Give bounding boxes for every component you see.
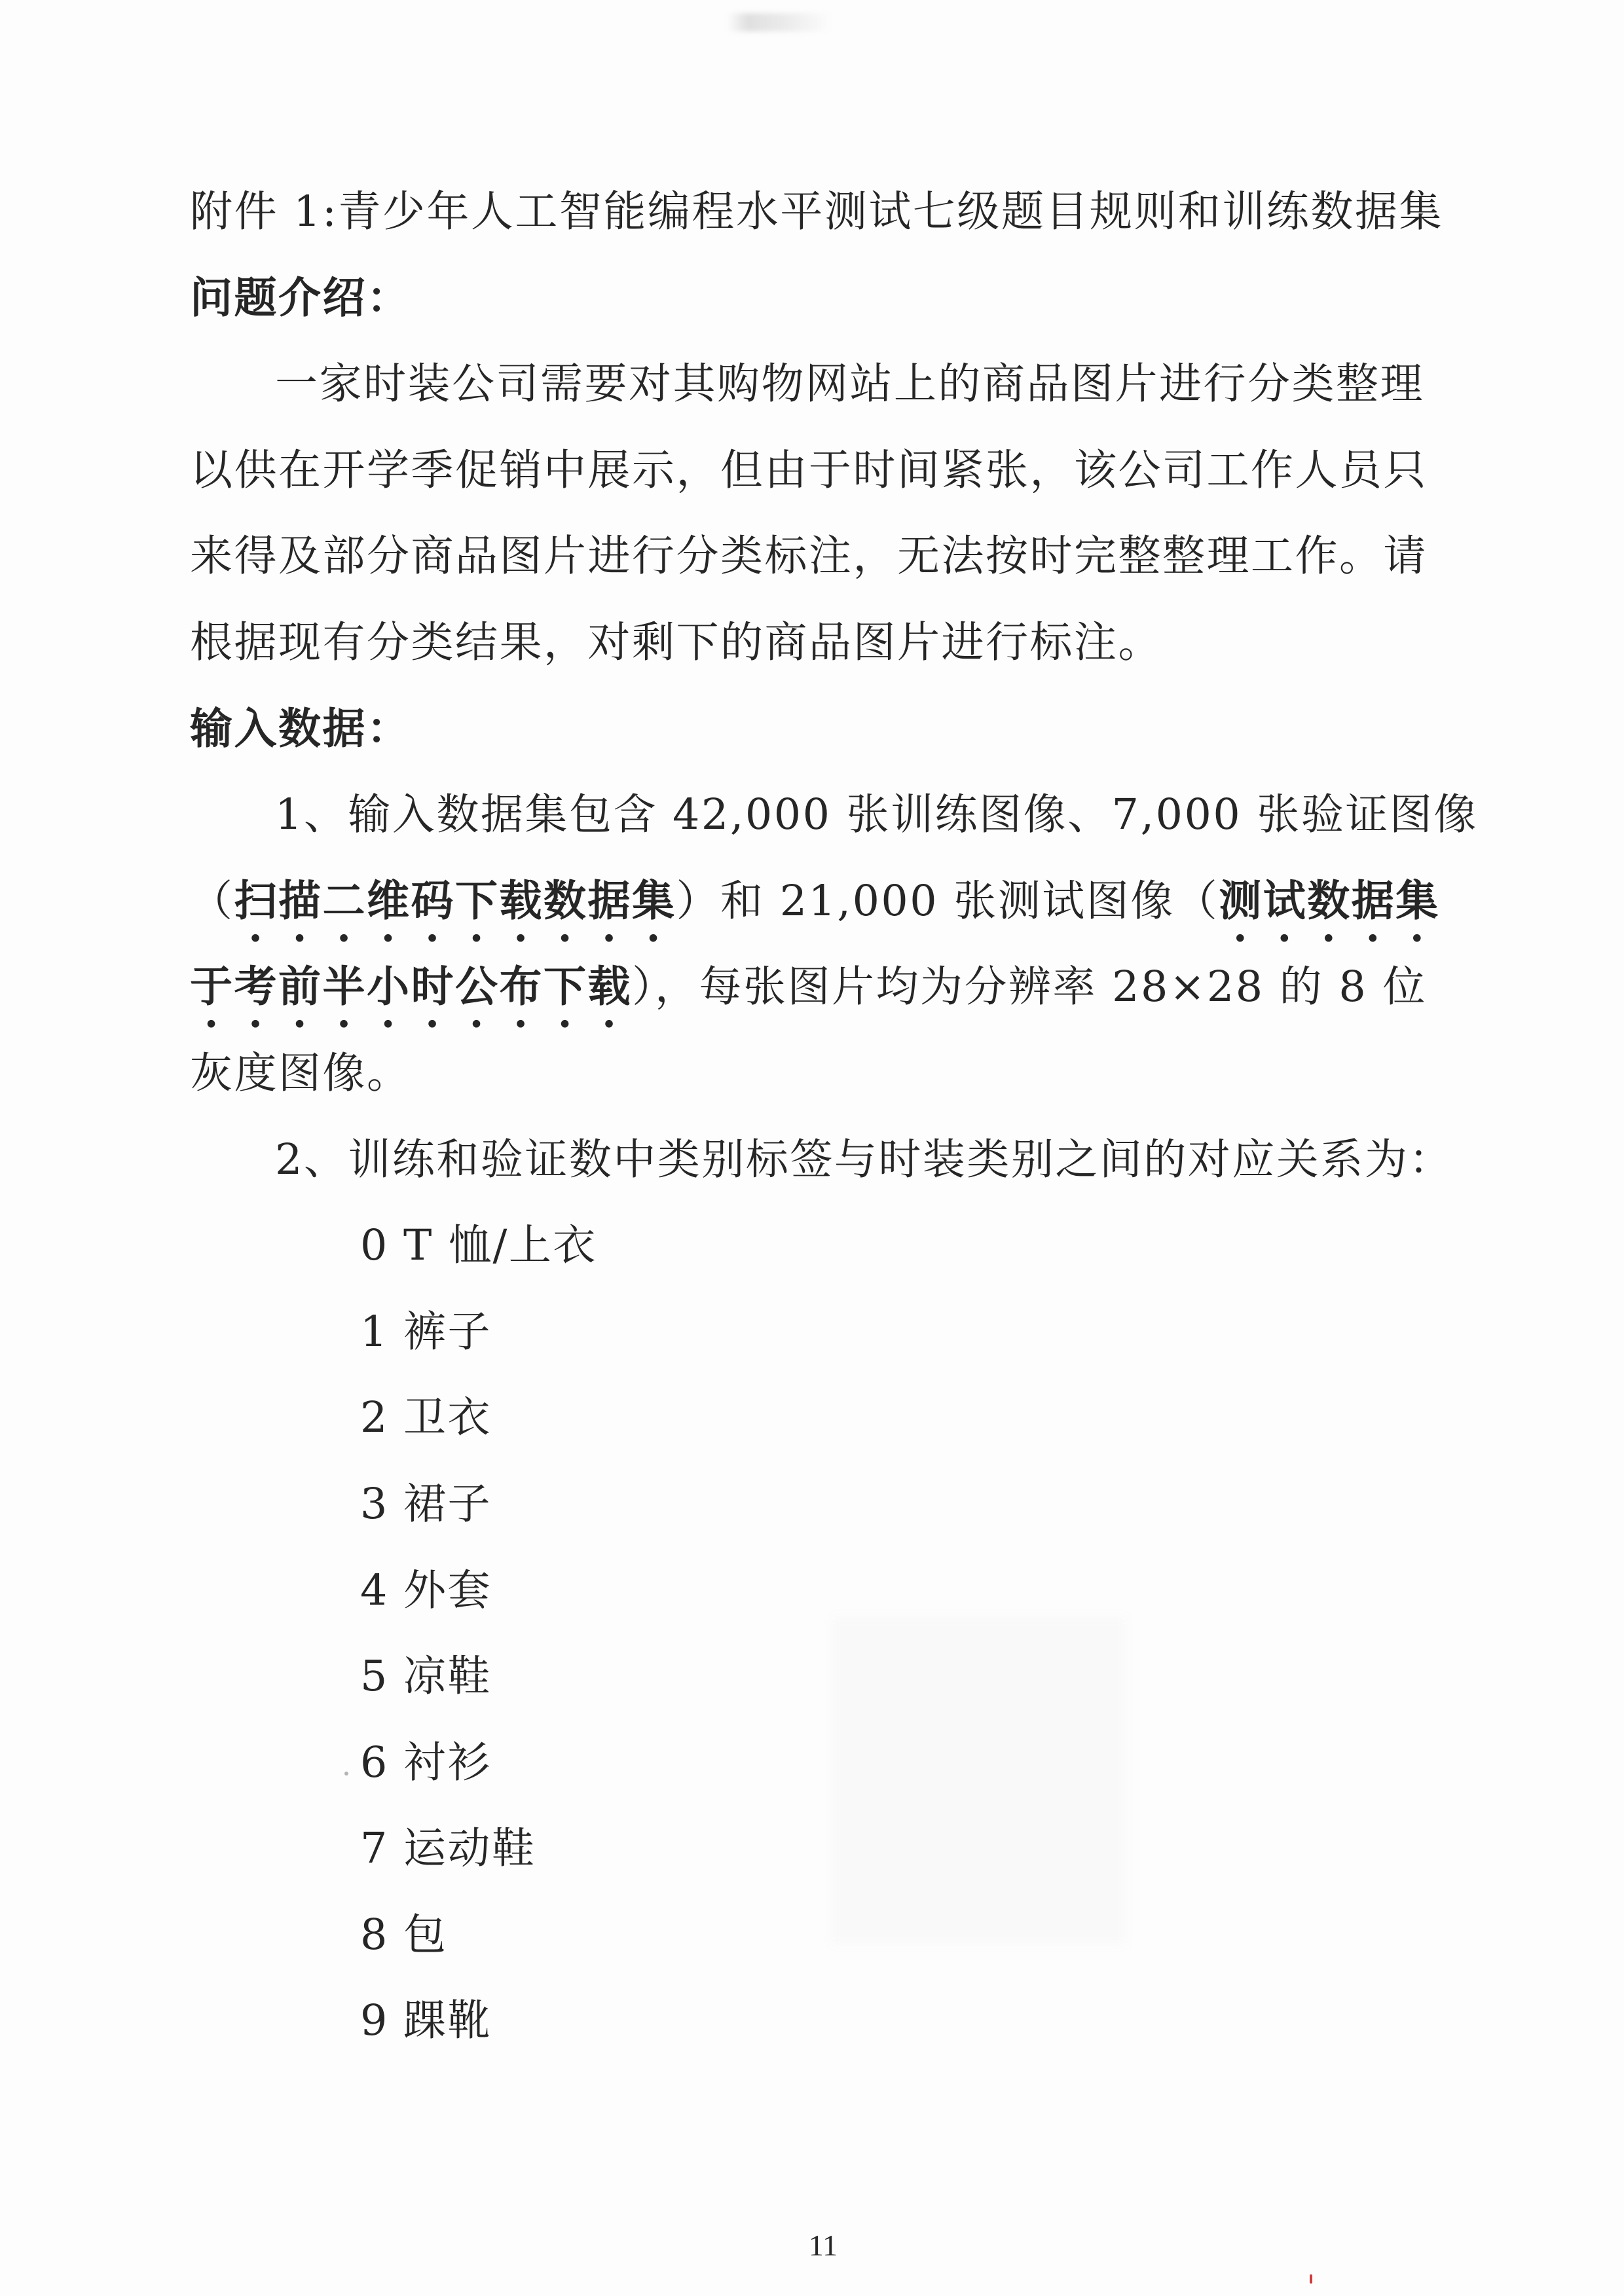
qr-download-emphasis: 扫描二维码下载数据集 [234, 876, 676, 926]
page-number: 11 [808, 2229, 838, 2262]
label-id: 2 [360, 1393, 389, 1443]
label-item-5 [190, 1633, 1447, 1720]
input-item2-line: 2、训练和验证数中类别标签与时装类别之间的对应关系为： [275, 1135, 1453, 1184]
input-item1-line-2 [190, 858, 1447, 945]
attachment-title: 附件 1:青少年人工智能编程水平测试七级题目规则和训练数据集 [190, 187, 1443, 236]
label-name: 裤子 [403, 1307, 492, 1357]
release-time-emphasis: 于考前半小时公布下载 [190, 962, 633, 1012]
label-name: 凉鞋 [403, 1652, 492, 1702]
label-id: 6 [360, 1738, 389, 1787]
test-images-text: ）和 21,000 张测试图像（ [676, 876, 1219, 926]
label-item-0 [190, 1203, 1447, 1289]
label-id: 9 [360, 1996, 389, 2046]
label-item-4 [190, 1548, 1447, 1634]
label-name: T 恤/上衣 [403, 1221, 597, 1271]
label-id: 5 [360, 1652, 389, 1702]
label-name: 踝靴 [403, 1996, 492, 2046]
label-id: 3 [360, 1479, 389, 1529]
problem-intro-line-2: 以供在开学季促销中展示，但由于时间紧张，该公司工作人员只 [190, 445, 1428, 495]
scan-smudge [727, 13, 832, 31]
label-item-9 [190, 1978, 1447, 2064]
label-name: 运动鞋 [403, 1824, 536, 1874]
problem-intro-line-4: 根据现有分类结果，对剩下的商品图片进行标注。 [190, 617, 1163, 667]
label-item-6 [190, 1720, 1447, 1806]
label-id: 7 [360, 1824, 389, 1874]
label-item-2 [190, 1375, 1447, 1461]
input-item1-line-4: 灰度图像。 [190, 1048, 411, 1098]
input-item1-line-1: 1、输入数据集包含 42,000 张训练图像、7,000 张验证图像 [275, 790, 1478, 840]
label-item-8 [190, 1892, 1447, 1978]
problem-intro-heading: 问题介绍： [190, 273, 411, 323]
paren-open: （ [190, 876, 234, 926]
label-name: 卫衣 [403, 1393, 492, 1443]
label-name: 外套 [403, 1565, 492, 1615]
document-body [190, 169, 1478, 2064]
red-pen-mark [1310, 2274, 1312, 2284]
input-data-heading: 输入数据： [190, 704, 411, 754]
label-id: 0 [360, 1221, 389, 1271]
input-item1-line-3 [190, 944, 1447, 1030]
resolution-text: ），每张图片均为分辨率 28×28 的 8 位 [632, 962, 1427, 1012]
label-name: 包 [403, 1910, 448, 1959]
label-item-1 [190, 1289, 1447, 1376]
label-id: 4 [360, 1565, 389, 1615]
label-id: 8 [360, 1910, 389, 1959]
label-id: 1 [360, 1307, 389, 1357]
problem-intro-line-3: 来得及部分商品图片进行分类标注，无法按时完整整理工作。请 [190, 532, 1428, 581]
label-name: 衬衫 [403, 1738, 492, 1787]
label-item-3 [190, 1461, 1447, 1548]
problem-intro-line-1: 一家时装公司需要对其购物网站上的商品图片进行分类整理 [275, 359, 1425, 409]
label-name: 裙子 [403, 1479, 492, 1529]
test-dataset-emphasis: 测试数据集 [1219, 876, 1440, 926]
label-item-7 [190, 1806, 1447, 1892]
